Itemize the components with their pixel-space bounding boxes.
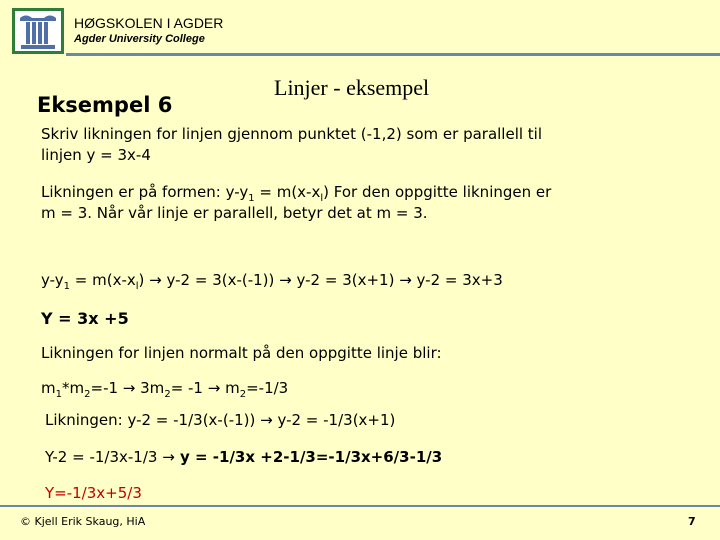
- arrow-icon: →: [260, 411, 273, 429]
- task-line-2: linjen y = 3x-4: [41, 146, 151, 164]
- form-part: = m(x-x: [254, 183, 321, 201]
- eq3-part: y = -1/3x +2-1/3=-1/3x+6/3-1/3: [174, 448, 443, 466]
- arrow-icon: →: [122, 379, 136, 397]
- form-line-2: m = 3. Når vår linje er parallell, betyr det at m = 3.: [41, 204, 428, 222]
- slide-title: Linjer - eksempel: [274, 75, 430, 100]
- copyright-text: © Kjell Erik Skaug, HiA: [20, 515, 146, 528]
- arrow-icon: →: [149, 271, 162, 289]
- form-part: ) For den oppgitte likningen er: [323, 183, 552, 201]
- arrow-icon: →: [399, 271, 412, 289]
- slope-part: = -1: [170, 379, 208, 397]
- eq2-part: y-2 = -1/3(x+1): [272, 411, 396, 429]
- slope-part: =-1: [90, 379, 123, 397]
- slope-part: =-1/3: [246, 379, 289, 397]
- institution-name-english: Agder University College: [74, 33, 205, 45]
- calc-part: ): [138, 271, 150, 289]
- slope-relation: [41, 378, 288, 399]
- calculation-line: [41, 270, 503, 291]
- subscript: 2: [84, 389, 91, 400]
- slope-part: m: [41, 379, 56, 397]
- calc-part: y-2 = 3(x+1): [291, 271, 400, 289]
- eq2-part: Likningen: y-2 = -1/3(x-(-1)): [45, 411, 261, 429]
- slope-part: 3m: [135, 379, 165, 397]
- task-line-1: Skriv likningen for linjen gjennom punktet (-1,2) som er parallell til: [41, 125, 543, 143]
- calc-part: y-y: [41, 271, 64, 289]
- footer-rule: [0, 505, 720, 507]
- subscript: 1: [55, 389, 62, 400]
- subscript: 2: [164, 389, 171, 400]
- normal-line-text: Likningen for linjen normalt på den oppgitte linje blir:: [41, 344, 442, 362]
- equation-3: [45, 447, 442, 468]
- slope-part: m: [220, 379, 240, 397]
- equation-2: [45, 410, 395, 431]
- arrow-icon: →: [207, 379, 221, 397]
- subscript: 1: [248, 193, 255, 204]
- form-text: [41, 182, 551, 224]
- subscript: 1: [63, 281, 71, 292]
- institution-name: HØGSKOLEN I AGDER: [74, 15, 224, 31]
- eq3-part: Y-2 = -1/3x-1/3: [45, 448, 163, 466]
- header-rule: [66, 53, 720, 56]
- calc-part: y-2 = 3(x-(-1)): [161, 271, 280, 289]
- example-title: Eksempel 6: [37, 93, 173, 117]
- column-pillar-logo-icon: [12, 8, 64, 54]
- calc-part: y-2 = 3x+3: [411, 271, 503, 289]
- subscript: 2: [239, 389, 247, 400]
- answer-2: Y=-1/3x+5/3: [45, 484, 142, 502]
- page-number: 7: [688, 515, 696, 528]
- slope-part: *m: [62, 379, 85, 397]
- subscript: l: [135, 281, 139, 292]
- calc-part: = m(x-x: [70, 271, 136, 289]
- form-part: Likningen er på formen: y-y: [41, 183, 249, 201]
- answer-1: Y = 3x +5: [41, 309, 129, 328]
- arrow-icon: →: [279, 271, 292, 289]
- arrow-icon: →: [162, 448, 175, 466]
- subscript: l: [320, 193, 324, 204]
- task-text: [41, 124, 542, 166]
